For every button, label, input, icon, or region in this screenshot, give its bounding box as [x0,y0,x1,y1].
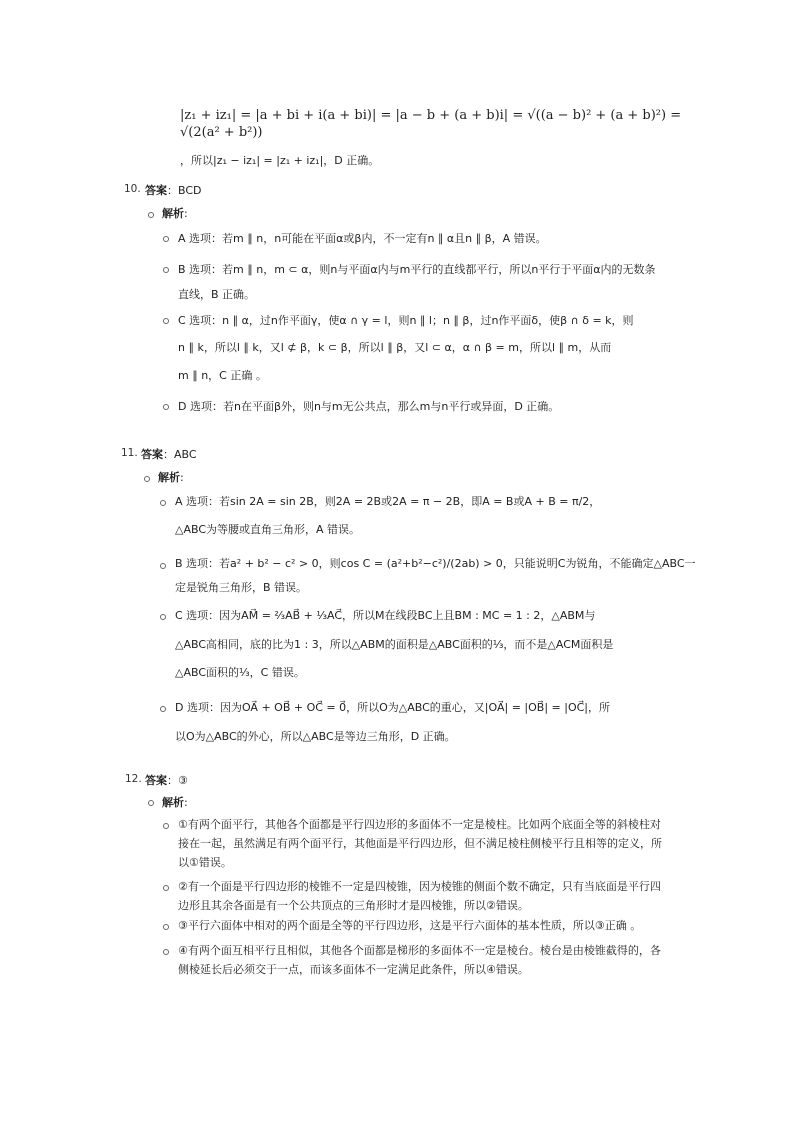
bullet-icon [163,404,169,410]
q9-equation-line-2: √(2(a² + b²)) [180,125,263,140]
q12-item-4-line-2: 侧棱延长后必须交于一点，而该多面体不一定满足此条件，所以④错误。 [178,963,529,976]
q10-option-c-line-2: n ∥ k，所以l ∥ k，又l ⊄ β，k ⊂ β，所以l ∥ β，又l ⊂ α，α ∩ β = m，所以l ∥ m，从而 [178,341,612,354]
bullet-icon [163,949,169,955]
q12-number: 12. [125,773,142,785]
q12-item-3: ③平行六面体中相对的两个面是全等的平行四边形，这是平行六面体的基本性质，所以③正确 。 [178,919,642,932]
q11-option-c-line-3: △ABC面积的⅓，C 错误。 [175,666,305,679]
q12-answer-value: ：③ [167,774,188,787]
bullet-icon [160,500,166,506]
q10-analysis-heading: 解析: [162,207,188,220]
q10-option-d: D 选项：若n在平面β外，则n与m无公共点，那么m与n平行或异面，D 正确。 [178,400,560,413]
q11-option-d-line-2: 以O为△ABC的外心，所以△ABC是等边三角形，D 正确。 [175,730,456,743]
bullet-icon [163,823,169,829]
q11-answer-label: 答案 [141,448,163,461]
q11-answer-value: ：ABC [163,448,197,461]
q10-number: 10. [124,183,141,195]
q11-number: 11. [121,447,138,459]
q12-item-1-line-3: 以①错误。 [178,856,232,869]
q12-item-4-line-1: ④有两个面互相平行且相似，其他各个面都是梯形的多面体不一定是棱台。棱台是由棱锥截得的，各 [178,944,661,957]
q11-option-c-line-2: △ABC高相同，底的比为1 : 3，所以△ABM的面积是△ABC面积的⅓，而不是△ACM面积是 [175,638,614,651]
q11-answer [141,447,197,463]
q10-analysis-label: 解析 [162,207,184,220]
bullet-icon [160,614,166,620]
bullet-icon [163,318,169,324]
q12-answer-label: 答案 [145,774,167,787]
q9-equation-line-1: |z₁ + iz₁| = |a + bi + i(a + bi)| = |a − b + (a + b)i| = √((a − b)² + (a + b)²) = [180,108,682,123]
q10-option-a: A 选项：若m ∥ n，n可能在平面α或β内，不一定有n ∥ α且n ∥ β，A 错误。 [178,232,547,245]
q12-item-2-line-1: ②有一个面是平行四边形的棱锥不一定是四棱锥，因为棱锥的侧面个数不确定，只有当底面是平行四 [178,880,661,893]
q11-option-a-line-1: A 选项：若sin 2A = sin 2B，则2A = 2B或2A = π − 2B，即A = B或A + B = π/2， [175,495,601,508]
q10-option-c-line-3: m ∥ n，C 正确 。 [178,369,267,382]
q10-option-b-line-1: B 选项：若m ∥ n，m ⊂ α，则n与平面α内与m平行的直线都平行，所以n平行于平面α内的无数条 [178,263,656,276]
q10-option-b-line-2: 直线，B 正确。 [178,288,256,301]
bullet-icon [148,212,154,218]
bullet-icon [144,476,150,482]
bullet-icon [163,236,169,242]
bullet-icon [148,800,154,806]
q10-answer-value: ：BCD [167,184,202,197]
bullet-icon [163,885,169,891]
q10-answer-label: 答案 [145,184,167,197]
bullet-icon [160,706,166,712]
q10-answer [145,183,202,199]
q12-item-1-line-1: ①有两个面平行，其他各个面都是平行四边形的多面体不一定是棱柱。比如两个底面全等的斜棱柱对 [178,818,661,831]
q12-analysis-heading: 解析: [162,796,188,809]
q11-option-b-line-1: B 选项：若a² + b² − c² > 0，则cos C = (a²+b²−c²)/(2ab) > 0，只能说明C为锐角，不能确定△ABC一 [175,557,696,570]
bullet-icon [163,267,169,273]
q12-item-1-line-2: 接在一起，虽然满足有两个面平行，其他面是平行四边形，但不满足棱柱侧棱平行且相等的定义，所 [178,837,662,850]
q11-analysis-heading: 解析: [158,471,184,484]
q9-conclusion: ，所以|z₁ − iz₁| = |z₁ + iz₁|，D 正确。 [180,154,380,167]
q12-answer [145,773,188,789]
q11-option-b-line-2: 定是锐角三角形，B 错误。 [175,581,308,594]
q12-analysis-label: 解析 [162,796,184,809]
q11-option-c-line-1: C 选项：因为AM⃗ = ⅔AB⃗ + ⅓AC⃗，所以M在线段BC上且BM : MC = 1 : 2，△ABM与 [175,609,596,622]
q11-option-d-line-1: D 选项：因为OA⃗ + OB⃗ + OC⃗ = 0⃗，所以O为△ABC的重心，又|OA⃗| = |OB⃗| = |OC⃗|，所 [175,701,610,714]
bullet-icon [160,563,166,569]
q11-option-a-line-2: △ABC为等腰或直角三角形，A 错误。 [175,523,361,536]
q10-option-c-line-1: C 选项：n ∥ α，过n作平面γ，使α ∩ γ = l，则n ∥ l；n ∥ β，过n作平面δ，使β ∩ δ = k，则 [178,314,634,327]
q12-item-2-line-2: 边形且其余各面是有一个公共顶点的三角形时才是四棱锥，所以②错误。 [178,899,529,912]
q11-analysis-label: 解析 [158,471,180,484]
bullet-icon [163,924,169,930]
